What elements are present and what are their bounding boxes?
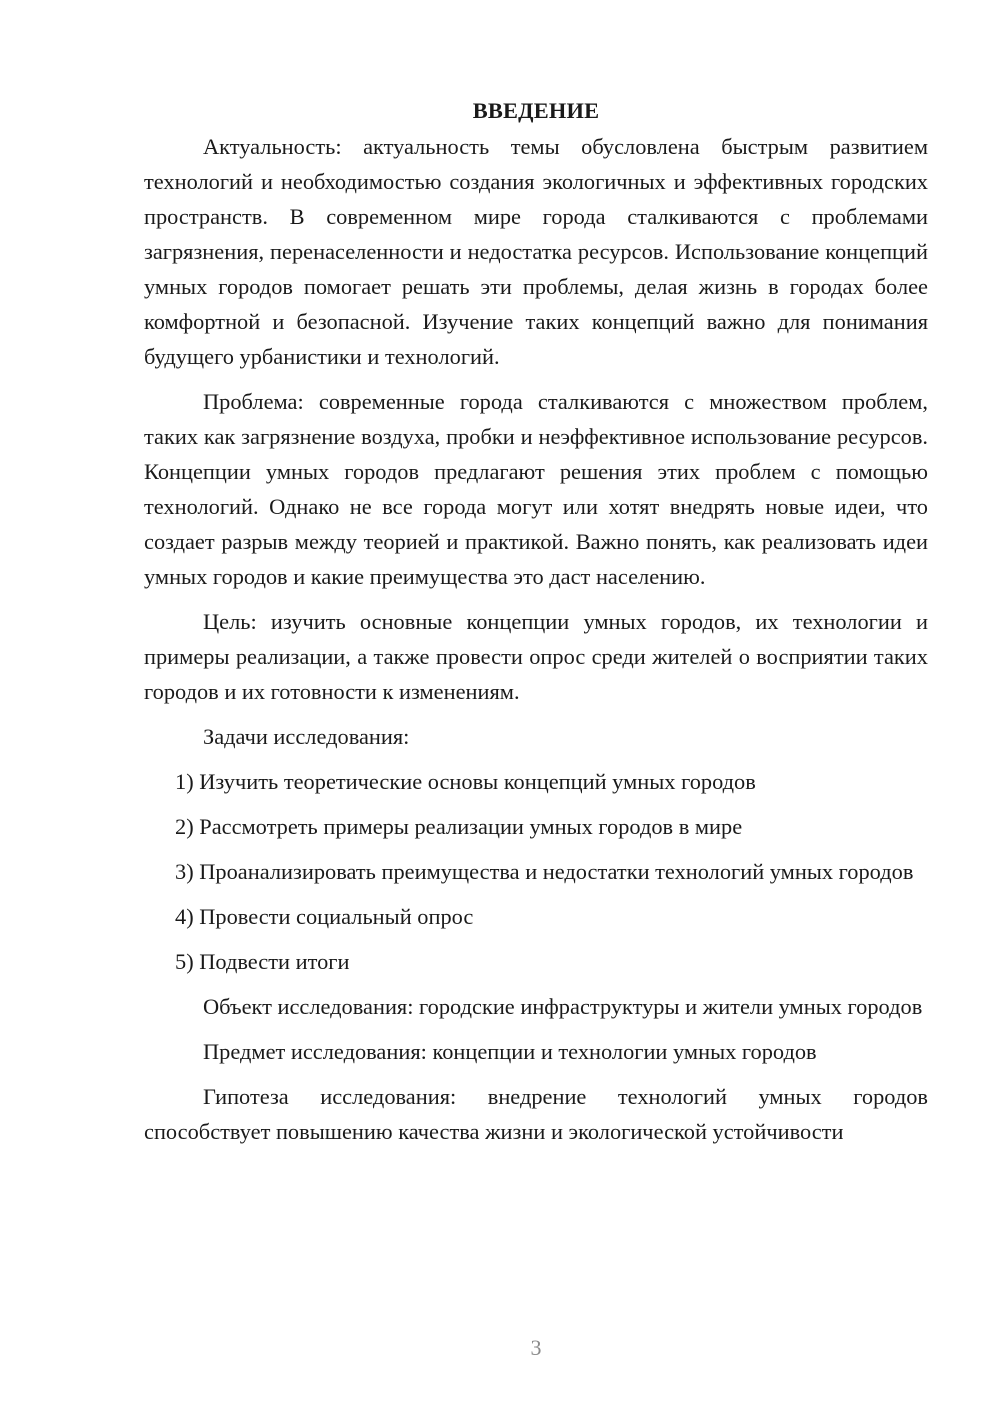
task-item-2: 2) Рассмотреть примеры реализации умных городов в мире	[175, 814, 743, 839]
relevance-paragraph: Актуальность: актуальность темы обусловлена быстрым развитием технологий и необходимостью создания экологичных и эффективных городских пространств. В современном мире города сталкиваются с проблемами загрязнения, перенаселенности и недостатка ресурсов. Использование концепций умных городов помогает решать эти проблемы, делая жизнь в городах более комфортной и безопасной. Изучение таких концепций важно для понимания будущего урбанистики и технологий.	[144, 134, 928, 369]
page-number: 3	[530, 1335, 542, 1360]
object-paragraph: Объект исследования: городские инфраструктуры и жители умных городов	[203, 994, 923, 1019]
problem-paragraph: Проблема: современные города сталкиваются с множеством проблем, таких как загрязнение воздуха, пробки и неэффективное использование ресурсов. Концепции умных городов предлагают решения этих проблем с помощью технологий. Однако не все города могут или хотят внедрять новые идеи, что создает разрыв между теорией и практикой. Важно понять, как реализовать идеи умных городов и какие преимущества это даст населению.	[144, 389, 928, 589]
task-item-4: 4) Провести социальный опрос	[175, 904, 474, 929]
task-item-1: 1) Изучить теоретические основы концепций умных городов	[175, 769, 756, 794]
hypothesis-paragraph: Гипотеза исследования: внедрение технологий умных городов способствует повышению качества жизни и экологической устойчивости	[144, 1084, 928, 1144]
section-heading: ВВЕДЕНИЕ	[472, 98, 600, 123]
tasks-title: Задачи исследования:	[203, 724, 410, 749]
goal-paragraph: Цель: изучить основные концепции умных городов, их технологии и примеры реализации, а также провести опрос среди жителей о восприятии таких городов и их готовности к изменениям.	[144, 609, 928, 704]
task-item-3: 3) Проанализировать преимущества и недостатки технологий умных городов	[175, 859, 914, 884]
task-item-5: 5) Подвести итоги	[175, 949, 350, 974]
page-content	[144, 93, 928, 1159]
subject-paragraph: Предмет исследования: концепции и технологии умных городов	[203, 1039, 817, 1064]
